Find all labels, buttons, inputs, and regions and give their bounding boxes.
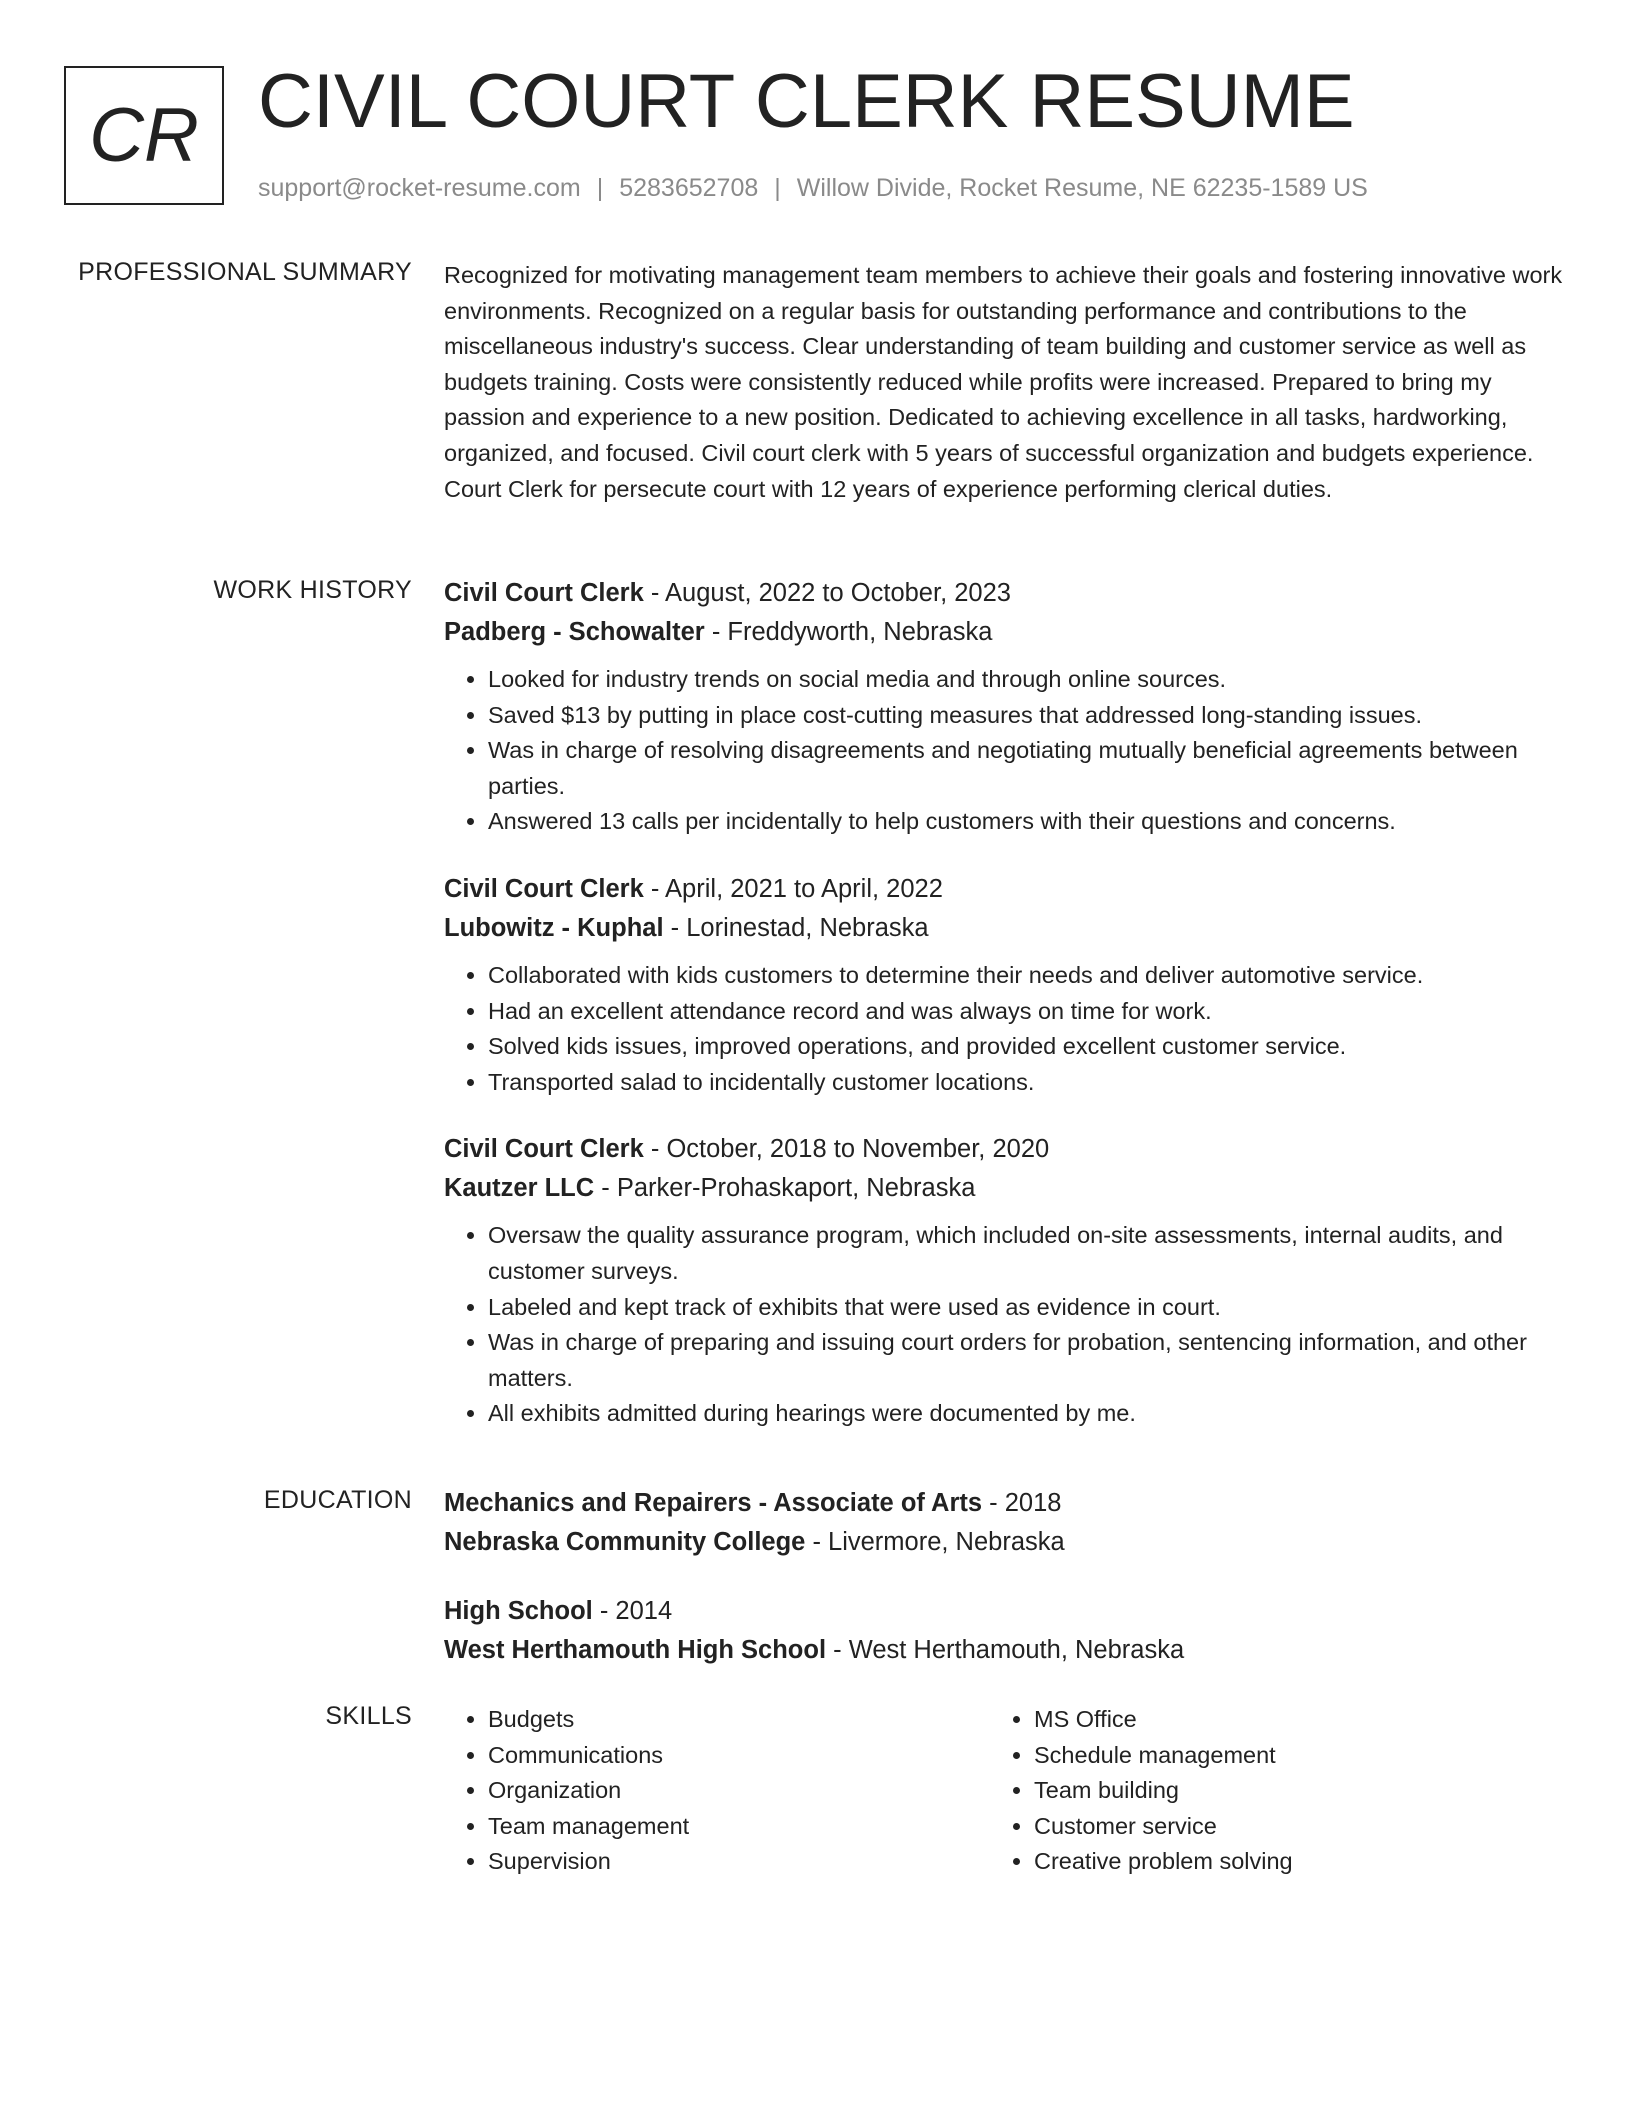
education-school: Nebraska Community College [444, 1528, 806, 1556]
job-entry [444, 870, 1564, 1100]
skill-item: • Communications [488, 1738, 990, 1774]
education-school-line [444, 1523, 1564, 1562]
skill-item: • MS Office [1034, 1702, 1536, 1738]
job-dates: - October, 2018 to November, 2020 [643, 1135, 1050, 1164]
page-title: CIVIL COURT CLERK RESUME [258, 59, 1355, 144]
list-item: • Answered 13 calls per incidentally to help customers with their questions and concerns. [488, 804, 1564, 840]
education-school: West Herthamouth High School [444, 1636, 827, 1664]
job-company: Padberg - Schowalter [444, 618, 705, 646]
skill-item: • Organization [488, 1773, 990, 1809]
job-company: Lubowitz - Kuphal [444, 913, 664, 942]
job-title-line [444, 870, 1564, 909]
skills-column-left [444, 1702, 990, 1880]
list-item: • Solved kids issues, improved operations, and provided excellent customer service. [488, 1029, 1564, 1065]
education-degree: Mechanics and Repairers - Associate of Arts [444, 1489, 983, 1517]
work-history-body [444, 574, 1564, 1462]
job-entry [444, 1130, 1564, 1432]
education-degree-line [444, 1592, 1564, 1631]
monogram-logo [64, 66, 224, 205]
job-title-line [444, 574, 1564, 613]
education-entry [444, 1484, 1564, 1562]
job-bullets [444, 662, 1564, 840]
education-year: - 2018 [982, 1489, 1062, 1517]
list-item: • Saved $13 by putting in place cost-cutting measures that addressed long-standing issues. [488, 698, 1564, 734]
summary-text: Recognized for motivating management team members to achieve their goals and fostering innovative work environments. Recognized on a regular basis for outstanding performance and contributions to the miscellaneous industry's success. Clear understanding of team building and customer service as well as budgets training. Costs were consistently reduced while profits were increased. Prepared to bring my passion and experience to a new position. Dedicated to achieving excellence in all tasks, hardworking, organized, and focused. Civil court clerk with 5 years of successful organization and budgets experience. Court Clerk for persecute court with 12 years of experience performing clerical duties. [444, 262, 1563, 502]
skill-item: • Schedule management [1034, 1738, 1536, 1774]
education-year: - 2014 [592, 1597, 673, 1625]
education-location: - Livermore, Nebraska [805, 1528, 1065, 1556]
list-item: • All exhibits admitted during hearings were documented by me. [488, 1396, 1564, 1432]
education-degree: High School [444, 1597, 593, 1625]
job-title: Civil Court Clerk [444, 874, 644, 903]
education-school-line [444, 1631, 1564, 1670]
list-item: • Labeled and kept track of exhibits that were used as evidence in court. [488, 1290, 1564, 1326]
list-item: • Looked for industry trends on social media and through online sources. [488, 662, 1564, 698]
skills-columns [444, 1702, 1564, 1880]
contact-email[interactable]: support@rocket-resume.com [258, 174, 581, 202]
skill-item: • Creative problem solving [1034, 1844, 1536, 1880]
skill-item: • Team management [488, 1809, 990, 1845]
section-label-work-history: WORK HISTORY [213, 576, 412, 604]
monogram-text: CR [89, 93, 199, 178]
skill-item: • Supervision [488, 1844, 990, 1880]
contact-line [258, 174, 1368, 203]
job-company-line [444, 613, 1564, 652]
skill-item: • Team building [1034, 1773, 1536, 1809]
contact-address: Willow Divide, Rocket Resume, NE 62235-1589 US [796, 174, 1368, 202]
list-item: • Oversaw the quality assurance program, which included on-site assessments, internal audits, and customer surveys. [488, 1218, 1564, 1289]
job-company-line [444, 909, 1564, 948]
contact-separator: | [596, 174, 604, 202]
job-company-line [444, 1169, 1564, 1208]
section-label-skills: SKILLS [325, 1702, 412, 1730]
job-dates: - April, 2021 to April, 2022 [643, 874, 943, 903]
skills-column-right [990, 1702, 1536, 1880]
education-body [444, 1484, 1564, 1700]
job-dates: - August, 2022 to October, 2023 [643, 579, 1011, 607]
education-location: - West Herthamouth, Nebraska [826, 1636, 1185, 1664]
list-item: • Was in charge of preparing and issuing court orders for probation, sentencing information, and other matters. [488, 1325, 1564, 1396]
skills-body [444, 1702, 1564, 1880]
list-item: • Transported salad to incidentally customer locations. [488, 1065, 1564, 1101]
education-entry [444, 1592, 1564, 1670]
job-entry [444, 574, 1564, 840]
job-location: - Lorinestad, Nebraska [663, 913, 929, 942]
skill-item: • Budgets [488, 1702, 990, 1738]
job-location: - Freddyworth, Nebraska [704, 618, 993, 646]
contact-phone[interactable]: 5283652708 [619, 174, 759, 202]
job-bullets [444, 1218, 1564, 1432]
section-label-education: EDUCATION [263, 1486, 412, 1514]
job-title-line [444, 1130, 1564, 1169]
job-company: Kautzer LLC [444, 1174, 595, 1203]
skill-item: • Customer service [1034, 1809, 1536, 1845]
list-item: • Was in charge of resolving disagreements and negotiating mutually beneficial agreements between parties. [488, 733, 1564, 804]
job-title: Civil Court Clerk [444, 579, 644, 607]
education-degree-line [444, 1484, 1564, 1523]
job-bullets [444, 958, 1564, 1100]
contact-separator: | [774, 174, 781, 202]
job-location: - Parker-Prohaskaport, Nebraska [594, 1174, 976, 1203]
summary-body [444, 258, 1564, 507]
list-item: • Collaborated with kids customers to determine their needs and deliver automotive service. [488, 958, 1564, 994]
section-label-summary: PROFESSIONAL SUMMARY [78, 258, 412, 286]
job-title: Civil Court Clerk [444, 1135, 644, 1164]
list-item: • Had an excellent attendance record and was always on time for work. [488, 994, 1564, 1030]
